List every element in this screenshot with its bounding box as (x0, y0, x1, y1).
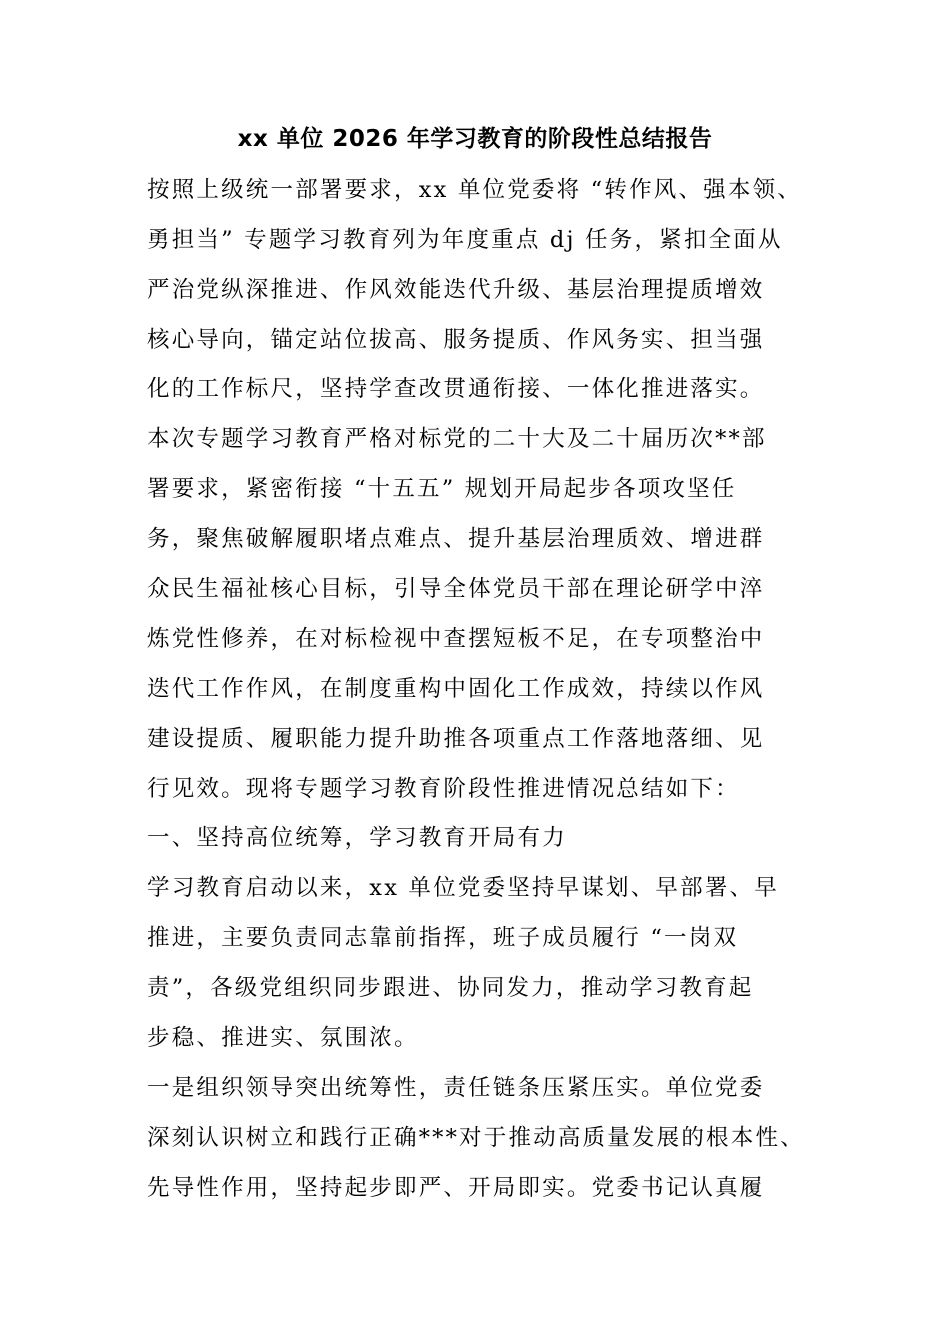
body-line: 化的工作标尺，坚持学查改贯通衔接、一体化推进落实。 (147, 376, 765, 402)
body-line: 建设提质、履职能力提升助推各项重点工作落地落细、见 (147, 726, 765, 752)
body-line: 按照上级统一部署要求，xx 单位党委将 “转作风、强本领、 (147, 177, 802, 203)
body-line: 众民生福祉核心目标，引导全体党员干部在理论研学中淬 (147, 576, 765, 602)
body-line: 责”，各级党组织同步跟进、协同发力，推动学习教育起 (147, 975, 754, 1001)
body-line: 炼党性修养，在对标检视中查摆短板不足，在专项整治中 (147, 626, 765, 652)
section-heading: 一、坚持高位统筹，学习教育开局有力 (147, 825, 567, 851)
body-line: 署要求，紧密衔接 “十五五” 规划开局起步各项攻坚任 (147, 476, 737, 502)
body-line: 本次专题学习教育严格对标党的二十大及二十届历次**部 (147, 426, 767, 452)
document-title: xx 单位 2026 年学习教育的阶段性总结报告 (237, 126, 713, 152)
body-line: 步稳、推进实、氛围浓。 (147, 1025, 419, 1051)
body-line: 严治党纵深推进、作风效能迭代升级、基层治理提质增效 (147, 277, 765, 303)
body-line: 核心导向，锚定站位拔高、服务提质、作风务实、担当强 (147, 327, 765, 353)
body-line: 先导性作用，坚持起步即严、开局即实。党委书记认真履 (147, 1175, 765, 1201)
body-line: 勇担当” 专题学习教育列为年度重点 dj 任务，紧扣全面从 (147, 227, 783, 253)
body-line: 学习教育启动以来，xx 单位党委坚持早谋划、早部署、早 (147, 875, 779, 901)
body-line: 深刻认识树立和践行正确***对于推动高质量发展的根本性、 (147, 1125, 805, 1151)
body-line: 迭代工作作风，在制度重构中固化工作成效，持续以作风 (147, 676, 765, 702)
body-line: 一是组织领导突出统筹性，责任链条压紧压实。单位党委 (147, 1075, 765, 1101)
body-line: 务，聚焦破解履职堵点难点、提升基层治理质效、增进群 (147, 526, 765, 552)
body-line: 推进，主要负责同志靠前指挥，班子成员履行 “一岗双 (147, 925, 739, 951)
body-line: 行见效。现将专题学习教育阶段性推进情况总结如下： (147, 776, 740, 802)
